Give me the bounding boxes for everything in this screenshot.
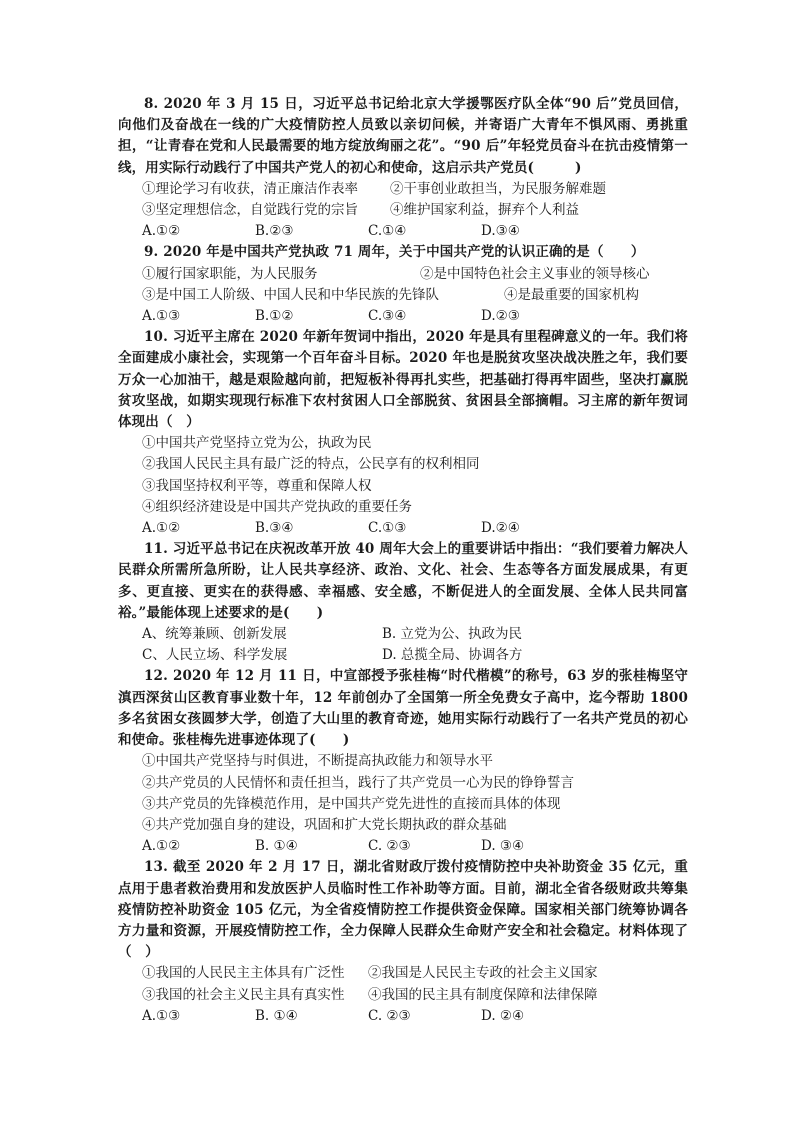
statement: ②干事创业敢担当，为民服务解难题 [390, 180, 606, 197]
choice-a[interactable]: A.①② [142, 520, 181, 537]
question-stem: 13. 截至 2020 年 2 月 17 日，湖北省财政厅拨付疫情防控中央补助资金 35 亿元，重点用于患者救治费用和发放医护人员临时性工作补助等方面。目前，湖北全省各级财政共筹集疫情防控补助资金 105 亿元，为全省疫情防控工作提供资金保障。国家相关部门统筹协调各方力量和资源，开展疫情防控工作，全力保障人民群众生命财产安全和社会稳定。材料体现了（ ） [118, 859, 688, 961]
choice-a[interactable]: A.①② [142, 838, 181, 855]
statement-row [118, 985, 688, 1006]
question-stem: 8. 2020 年 3 月 15 日，习近平总书记给北京大学援鄂医疗队全体“90 后”党员回信，向他们及奋战在一线的广大疫情防控人员致以亲切问候，并寄语广大青年不惧风雨、勇挑重担，“让青春在党和人民最需要的地方绽放绚丽之花”。“90 后”年轻党员奋斗在抗击疫情第一线，用实际行动践行了中国共产党人的初心和使命，这启示共产党员( ) [118, 96, 688, 176]
choice-a[interactable]: A.①③ [142, 1007, 181, 1024]
choice-row [118, 518, 688, 539]
choice-d[interactable]: D.②③ [481, 308, 520, 325]
choice-b[interactable]: B.③④ [255, 520, 294, 537]
question-11 [118, 539, 688, 666]
statement: ①中国共产党坚持与时俱进，不断提高执政能力和领导水平 [142, 753, 493, 770]
choice-row [118, 645, 688, 666]
choice-d[interactable]: D.③④ [481, 223, 520, 240]
question-stem: 10. 习近平主席在 2020 年新年贺词中指出，2020 年是具有里程碑意义的一年。我们将全面建成小康社会，实现第一个百年奋斗目标。2020 年也是脱贫攻坚决战决胜之年，我们要万众一心加油干，越是艰险越向前，把短板补得再扎实些，把基础打得再牢固些，坚决打赢脱贫攻坚战，如期实现现行标准下农村贫困人口全部脱贫、贫困县全部摘帽。习主席的新年贺词体现出（ ） [118, 329, 688, 431]
statement: ③我国坚持权利平等，尊重和保障人权 [142, 477, 372, 494]
statement: ③坚定理想信念，自觉践行党的宗旨 [142, 202, 358, 219]
question-10 [118, 327, 688, 539]
choice-b[interactable]: B. ①④ [255, 1007, 298, 1024]
statement: ①中国共产党坚持立党为公，执政为民 [142, 435, 372, 452]
statement: ④我国的民主具有制度保障和法律保障 [368, 986, 598, 1003]
choice-b[interactable]: B.②③ [255, 223, 294, 240]
choice-a[interactable]: A.①③ [142, 308, 181, 325]
statement-row [118, 200, 688, 221]
choice-c[interactable]: C、人民立场、科学发展 [142, 647, 288, 664]
statement: ②我国人民民主具有最广泛的特点，公民享有的权利相同 [142, 456, 480, 473]
question-stem: 11. 习近平总书记在庆祝改革开放 40 周年大会上的重要讲话中指出：“我们要着力解决人民群众所需所急所盼，让人民共享经济、政治、文化、社会、生态等各方面发展成果，有更多、更直接、更实在的获得感、幸福感、安全感，不断促进人的全面发展、全体人民共同富裕。”最能体现上述要求的是( ) [118, 541, 688, 621]
choice-row [118, 1006, 688, 1027]
choice-c[interactable]: C. ②③ [368, 838, 411, 855]
choice-b[interactable]: B. 立党为公、执政为民 [382, 626, 523, 643]
statement: ④是最重要的国家机构 [504, 286, 639, 303]
choice-c[interactable]: C. ②③ [368, 1007, 411, 1024]
choice-c[interactable]: C.①③ [368, 520, 407, 537]
statement-row [118, 179, 688, 200]
statement: ③是中国工人阶级、中国人民和中华民族的先锋队 [142, 286, 439, 303]
choice-row [118, 221, 688, 242]
question-9 [118, 242, 688, 327]
question-stem: 12. 2020 年 12 月 11 日，中宣部授予张桂梅“时代楷模”的称号，63 岁的张桂梅坚守滇西深贫山区教育事业数十年，12 年前创办了全国第一所全免费女子高中，迄今帮助 1800 多名贫困女孩圆梦大学，创造了大山里的教育奇迹，她用实际行动践行了一名共产党员的初心和使命。张桂梅先进事迹体现了( ) [118, 668, 688, 749]
question-12 [118, 666, 688, 857]
choice-d[interactable]: D. ②④ [481, 1007, 525, 1024]
choice-row [118, 624, 688, 645]
question-8 [118, 94, 688, 242]
choice-c[interactable]: C.①④ [368, 223, 407, 240]
question-list [118, 94, 688, 1027]
choice-d[interactable]: D.②④ [481, 520, 520, 537]
choice-b[interactable]: B.①② [255, 308, 294, 325]
statement: ①履行国家职能，为人民服务 [142, 265, 318, 282]
statement: ①我国的人民民主主体具有广泛性 [142, 965, 345, 982]
question-stem: 9. 2020 年是中国共产党执政 71 周年，关于中国共产党的认识正确的是（ ） [144, 244, 645, 261]
statement-row [118, 285, 688, 306]
statement-row [118, 963, 688, 984]
statement: ④维护国家利益，摒弃个人利益 [390, 202, 579, 219]
choice-d[interactable]: D. 总揽全局、协调各方 [382, 647, 523, 664]
statement-row [118, 264, 688, 285]
choice-a[interactable]: A.①② [142, 223, 181, 240]
choice-row [118, 836, 688, 857]
statement: ①理论学习有收获，清正廉洁作表率 [142, 180, 358, 197]
choice-row [118, 306, 688, 327]
choice-c[interactable]: C.③④ [368, 308, 407, 325]
choice-b[interactable]: B. ①④ [255, 838, 298, 855]
statement: ②共产党员的人民情怀和责任担当，践行了共产党员一心为民的铮铮誓言 [142, 774, 574, 791]
statement: ②我国是人民民主专政的社会主义国家 [368, 965, 598, 982]
question-13 [118, 857, 688, 1027]
statement: ③共产党员的先锋模范作用，是中国共产党先进性的直接而具体的体现 [142, 795, 561, 812]
statement: ④组织经济建设是中国共产党执政的重要任务 [142, 498, 412, 515]
statement: ③我国的社会主义民主具有真实性 [142, 986, 345, 1003]
choice-d[interactable]: D. ③④ [481, 838, 525, 855]
statement: ④共产党加强自身的建设，巩固和扩大党长期执政的群众基础 [142, 816, 507, 833]
choice-a[interactable]: A、统筹兼顾、创新发展 [142, 626, 287, 643]
statement: ②是中国特色社会主义事业的领导核心 [420, 265, 650, 282]
